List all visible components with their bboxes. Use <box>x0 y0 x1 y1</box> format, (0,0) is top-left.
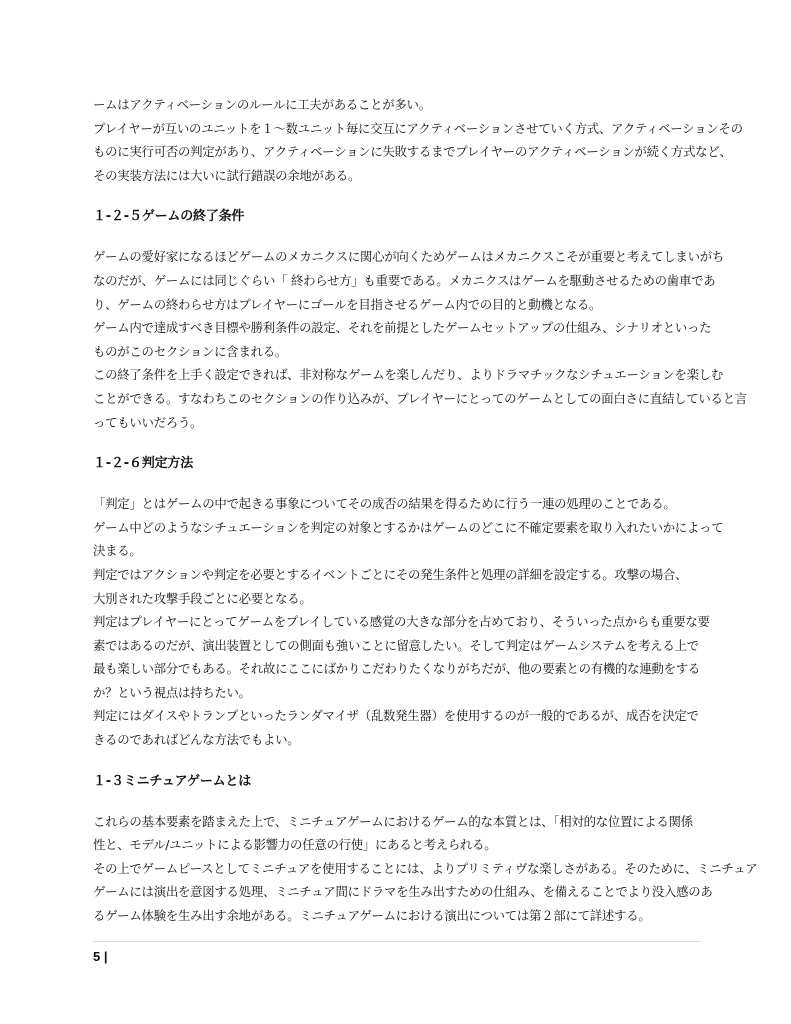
text-line: ことができる。すなわちこのセクションの作り込みが、プレイヤーにとってのゲームとしての面白さに直結していると言 <box>93 390 747 406</box>
text-line: 素ではあるのだが、演出装置としての側面も強いことに留意したい。そして判定はゲームシステムを考える上で <box>93 637 699 653</box>
text-line: ゲーム内で達成すべき目標や勝利条件の設定、それを前提としたゲームセットアップの仕組み、シナリオといった <box>93 320 712 336</box>
text-line: るゲーム体験を生み出す余地がある。ミニチュアゲームにおける演出については第２部にて詳述する。 <box>93 908 651 924</box>
page-footer <box>93 941 701 965</box>
text-line: 最も楽しい部分でもある。それ故にここにばかりこだわりたくなりがちだが、他の要素との有機的な連動をする <box>93 661 701 677</box>
text-line: 判定にはダイスやトランプといったランダマイザ（乱数発生器）を使用するのが一般的であるが、成否を決定で <box>93 708 699 724</box>
text-line: 性と、モデル/ユニットによる影響力の任意の行使」にあると考えられる。 <box>93 837 497 853</box>
text-line: り、ゲームの終わらせ方はプレイヤーにゴールを目指させるゲーム内での目的と動機となる。 <box>93 296 602 312</box>
text-line: 判定ではアクションや判定を必要とするイベントごとにその発生条件と処理の詳細を設定する。攻撃の場合、 <box>93 566 688 582</box>
text-line: この終了条件を上手く設定できれば、非対称なゲームを楽しんだり、よりドラマチックなシチュエーションを楽しむ <box>93 367 724 383</box>
text-line: その実装方法には大いに試行錯誤の余地がある。 <box>93 167 361 183</box>
section-body-end-conditions <box>93 245 747 434</box>
text-line: これらの基本要素を踏まえた上で、ミニチュアゲームにおけるゲーム的な本質とは、「相対的な位置による関係 <box>93 813 693 829</box>
text-line: 「判定」とはゲームの中で起きる事象についてその成否の結果を得るために行う一連の処理のことである。 <box>93 496 676 512</box>
text-line: ものに実行可否の判定があり、アクティベーションに失敗するまでプレイヤーのアクティベーションが続く方式など、 <box>93 144 732 160</box>
text-line: ゲーム中どのようなシチュエーションを判定の対象とするかはゲームのどこに不確定要素を取り入れたいかによって <box>93 519 724 535</box>
section-body-judgement <box>93 492 724 752</box>
text-line: ームはアクティベーションのルールに工夫があることが多い。 <box>93 97 431 112</box>
text-line: ゲームの愛好家になるほどゲームのメカニクスに関心が向くためゲームはメカニクスこそが重要と考えてしまいがち <box>93 249 725 265</box>
page-number: 5 | <box>93 949 108 964</box>
text-line: ゲームには演出を意図する処理、ミニチュア間にドラマを生み出すための仕組み、を備えることでより没入感のあ <box>93 884 713 900</box>
text-line: ってもいいだろう。 <box>93 414 203 430</box>
section-heading-judgement: １-２-６判定方法 <box>93 456 193 472</box>
text-line: 決まる。 <box>93 543 142 559</box>
section-heading-miniature-game: １-３ミニチュアゲームとは <box>93 773 252 789</box>
text-line: きるのであればどんな方法でもよい。 <box>93 732 300 748</box>
document-body <box>93 93 758 928</box>
text-line: 大別された攻撃手段ごとに必要となる。 <box>93 590 312 606</box>
text-line: 判定はプレイヤーにとってゲームをプレイしている感覚の大きな部分を占めており、そういった点からも重要な要 <box>93 614 710 630</box>
text-line: その上でゲームピースとしてミニチュアを使用することには、よりプリミティヴな楽しさがある。そのために、ミニチュア <box>93 860 758 876</box>
section-heading-end-conditions: １-２-５ゲームの終了条件 <box>93 209 245 225</box>
text-line: プレイヤーが互いのユニットを１～数ユニット毎に交互にアクティベーションさせていく方式、アクティベーションその <box>93 120 743 136</box>
section-body-miniature-game <box>93 810 758 928</box>
text-line: ものがこのセクションに含まれる。 <box>93 343 288 359</box>
text-line: か？という視点は持ちたい。 <box>93 684 251 700</box>
text-line: なのだが、ゲームには同じぐらい「 終わらせ方」も重要である。メカニクスはゲームを駆動させるための歯車であ <box>93 272 716 288</box>
intro-paragraph <box>93 93 743 187</box>
